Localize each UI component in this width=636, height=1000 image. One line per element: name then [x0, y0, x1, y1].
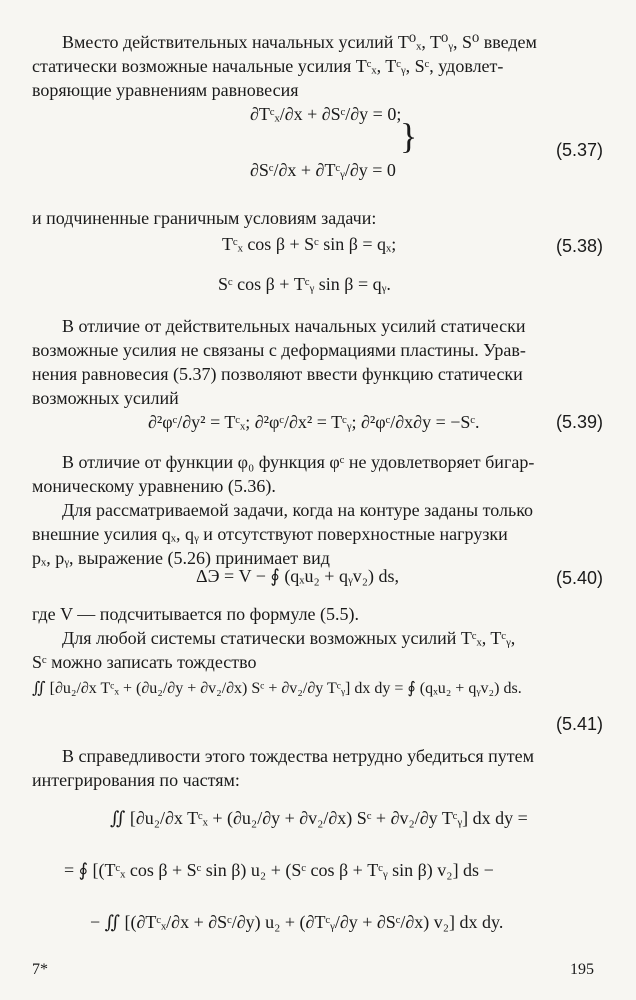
paragraph-3-line-1: В отличие от действительных начальных усилий статически [62, 316, 526, 336]
footer-signature: 7* [32, 961, 48, 978]
equation-5-37-row-2 [250, 160, 396, 181]
right-brace: } [400, 116, 418, 156]
equation-5-41-number: (5.41) [556, 714, 604, 734]
paragraph-6-line-1: где V — подсчитывается по формуле (5.5). [32, 604, 360, 624]
paragraph-3-line-4: возможных усилий [32, 388, 179, 408]
paragraph-1-line-1: Вместо действительных начальных усилий T⁰ₓ, T⁰ᵧ, S⁰ введем [62, 32, 537, 52]
paragraph-3-line-2: возможные усилия не связаны с деформациями пластины. Урав- [32, 340, 526, 360]
paragraph-8-line-2: интегрирования по частям: [32, 770, 240, 790]
equation-5-37-row-1 [250, 104, 401, 125]
equation-5-37-number: (5.37) [556, 140, 604, 160]
paragraph-7-line-2: Sᶜ можно записать тождество [32, 652, 257, 672]
equation-5-41: ∬ [∂u₂/∂x Tᶜₓ + (∂u₂/∂y + ∂v₂/∂x) Sᶜ + ∂v₂/∂y Tᶜᵧ] dx dy = ∮ (qₓu₂ + qᵧv₂) ds. [32, 680, 522, 697]
paragraph-1-line-2: статически возможные начальные усилия Tᶜₓ, Tᶜᵧ, Sᶜ, удовлет- [32, 56, 504, 76]
paragraph-3-line-3: нения равновесия (5.37) позволяют ввести функцию статически [32, 364, 523, 384]
paragraph-7-line-1: Для любой системы статически возможных усилий Tᶜₓ, Tᶜᵧ, [62, 628, 516, 648]
equation-5-37-text-2: ∂Sᶜ/∂x + ∂Tᶜᵧ/∂y = 0 [250, 160, 396, 180]
equation-5-38-number: (5.38) [556, 236, 604, 256]
paragraph-4-line-1: В отличие от функции φ₀ функция φᶜ не удовлетворяет бигар- [62, 452, 535, 472]
paragraph-5-line-2: внешние усилия qₓ, qᵧ и отсутствуют поверхностные нагрузки [32, 524, 508, 544]
equation-5-38-row-1: Tᶜₓ cos β + Sᶜ sin β = qₓ; [222, 234, 397, 254]
paragraph-8-line-1: В справедливости этого тождества нетрудно убедиться путем [62, 746, 535, 766]
paragraph-2-line-1: и подчиненные граничным условиям задачи: [32, 208, 377, 228]
paragraph-5-line-3: pₓ, pᵧ, выражение (5.26) принимает вид [32, 548, 330, 568]
equation-5-37-text-1: ∂Tᶜₓ/∂x + ∂Sᶜ/∂y = 0; [250, 104, 402, 124]
paragraph-1-line-3: воряющие уравнениям равновесия [32, 80, 299, 100]
equation-5-39-number: (5.39) [556, 412, 604, 432]
equation-5-40-number: (5.40) [556, 568, 604, 588]
equation-5-39: ∂²φᶜ/∂y² = Tᶜₓ; ∂²φᶜ/∂x² = Tᶜᵧ; ∂²φᶜ/∂x∂y = −Sᶜ. [148, 412, 480, 432]
paragraph-5-line-1: Для рассматриваемой задачи, когда на контуре заданы только [62, 500, 534, 520]
paragraph-4-line-2: моническому уравнению (5.36). [32, 476, 276, 496]
final-equation-row-2: = ∮ [(Tᶜₓ cos β + Sᶜ sin β) u₂ + (Sᶜ cos β + Tᶜᵧ sin β) v₂] ds − [64, 860, 494, 880]
equation-5-38-row-2: Sᶜ cos β + Tᶜᵧ sin β = qᵧ. [218, 274, 391, 294]
final-equation-row-3: − ∬ [(∂Tᶜₓ/∂x + ∂Sᶜ/∂y) u₂ + (∂Tᶜᵧ/∂y + ∂Sᶜ/∂x) v₂] dx dy. [90, 912, 504, 932]
equation-5-40: ΔЭ = V − ∮ (qₓu₂ + qᵧv₂) ds, [196, 566, 400, 586]
page-number: 195 [570, 961, 594, 978]
final-equation-row-1: ∬ [∂u₂/∂x Tᶜₓ + (∂u₂/∂y + ∂v₂/∂x) Sᶜ + ∂v₂/∂y Tᶜᵧ] dx dy = [110, 808, 528, 828]
